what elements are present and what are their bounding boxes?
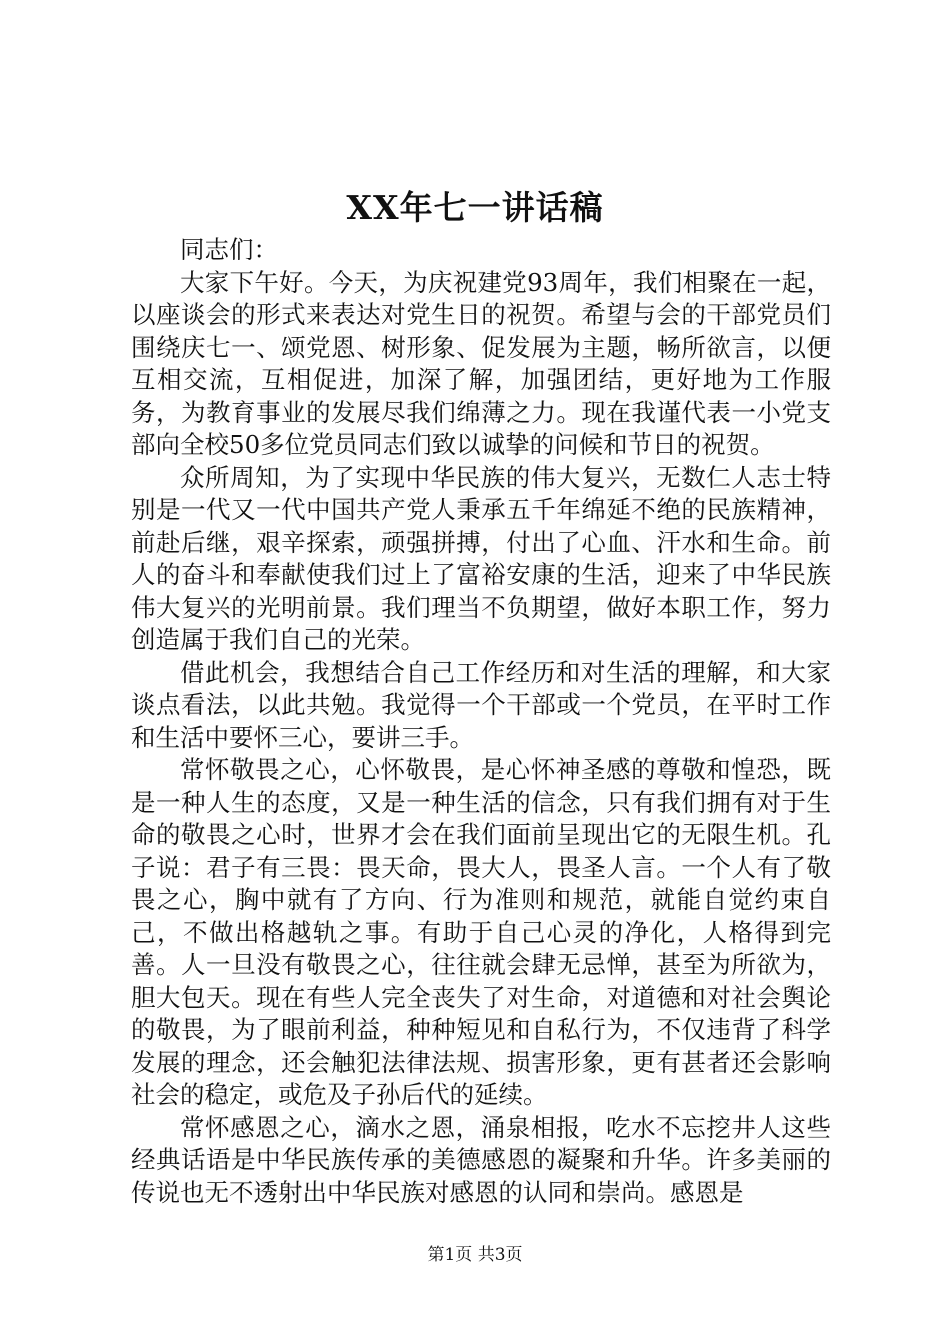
page-number: 第1页 共3页 xyxy=(427,1245,523,1265)
paragraph-1: 大家下午好。今天，为庆祝建党93周年，我们相聚在一起，以座谈会的形式来表达对党生日的祝贺。希望与会的干部党员们围绕庆七一、颂党恩、树形象、促发展为主题，畅所欲言，以便互相交流，互相促进，加深了解，加强团结，更好地为工作服务，为教育事业的发展尽我们绵薄之力。现在我谨代表一小党支部向全校50多位党员同志们致以诚挚的问候和节日的祝贺。 xyxy=(131,267,831,459)
document-body xyxy=(131,234,831,1209)
page-title: XX年七一讲话稿 xyxy=(346,188,604,227)
paragraph-5: 常怀感恩之心，滴水之恩，涌泉相报，吃水不忘挖井人这些经典话语是中华民族传承的美德感恩的凝聚和升华。许多美丽的传说也无不透射出中华民族对感恩的认同和崇尚。感恩是 xyxy=(131,1112,831,1207)
paragraph-2: 众所周知，为了实现中华民族的伟大复兴，无数仁人志士特别是一代又一代中国共产党人秉承五千年绵延不绝的民族精神，前赴后继，艰辛探索，顽强拼搏，付出了心血、汗水和生命。前人的奋斗和奉献使我们过上了富裕安康的生活，迎来了中华民族伟大复兴的光明前景。我们理当不负期望，做好本职工作，努力创造属于我们自己的光荣。 xyxy=(131,462,831,654)
paragraph-4: 常怀敬畏之心，心怀敬畏，是心怀神圣感的尊敬和惶恐，既是一种人生的态度，又是一种生活的信念，只有我们拥有对于生命的敬畏之心时，世界才会在我们面前呈现出它的无限生机。孔子说：君子有三畏：畏天命，畏大人，畏圣人言。一个人有了敬畏之心，胸中就有了方向、行为准则和规范，就能自觉约束自己，不做出格越轨之事。有助于自己心灵的净化，人格得到完善。人一旦没有敬畏之心，往往就会肆无忌惮，甚至为所欲为，胆大包天。现在有些人完全丧失了对生命，对道德和对社会舆论的敬畏，为了眼前利益，种种短见和自私行为，不仅违背了科学发展的理念，还会触犯法律法规、损害形象，更有甚者还会影响社会的稳定，或危及子孙后代的延续。 xyxy=(131,755,831,1109)
paragraph-3: 借此机会，我想结合自己工作经历和对生活的理解，和大家谈点看法，以此共勉。我觉得一个干部或一个党员，在平时工作和生活中要怀三心，要讲三手。 xyxy=(131,657,831,752)
salutation: 同志们： xyxy=(180,235,278,264)
